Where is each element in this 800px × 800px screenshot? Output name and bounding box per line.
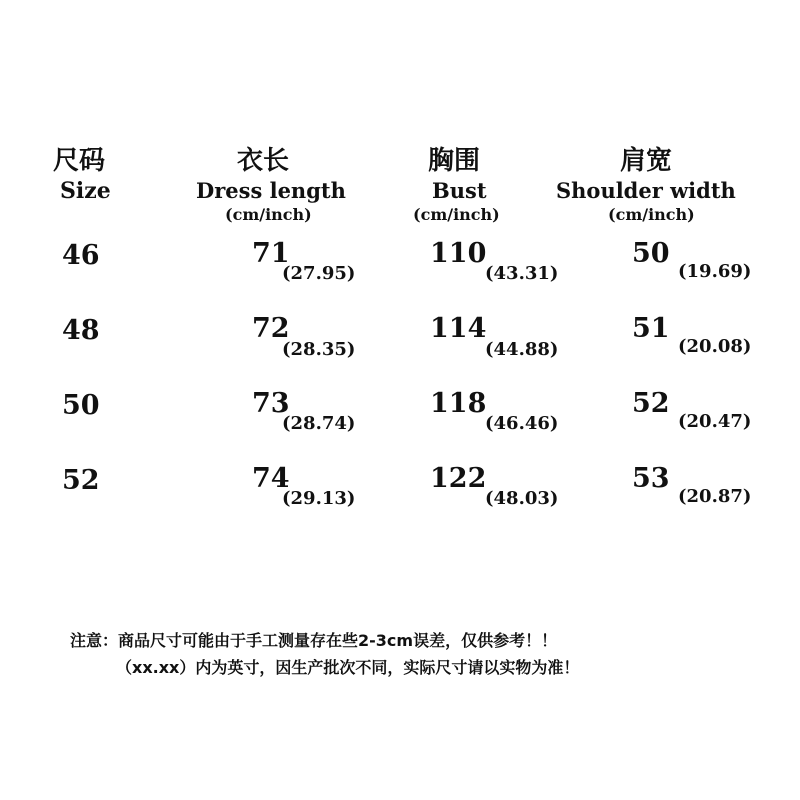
row-2-bust-inch: (44.88) <box>485 339 559 360</box>
row-1-length-cm: 71 <box>252 238 290 269</box>
row-2-length-inch: (28.35) <box>282 339 356 360</box>
row-4-bust-inch: (48.03) <box>485 488 559 509</box>
row-3-bust-cm: 118 <box>430 388 487 419</box>
row-2-shoulder-inch: (20.08) <box>678 336 752 357</box>
header-bust-unit: (cm/inch) <box>413 205 500 224</box>
row-3-length-inch: (28.74) <box>282 413 356 434</box>
header-length-zh: 衣长 <box>237 146 290 176</box>
note-line-2: （xx.xx）内为英寸，因生产批次不同，实际尺寸请以实物为准！ <box>116 658 580 677</box>
header-shoulder-zh: 肩宽 <box>620 146 673 176</box>
header-size-en: Size <box>60 178 111 204</box>
row-1-bust-cm: 110 <box>430 238 487 269</box>
row-2-bust-cm: 114 <box>430 313 487 344</box>
row-4-bust-cm: 122 <box>430 463 487 494</box>
header-size-zh: 尺码 <box>53 146 106 176</box>
row-1-bust-inch: (43.31) <box>485 263 559 284</box>
header-shoulder-unit: (cm/inch) <box>608 205 695 224</box>
row-1-size: 46 <box>62 240 100 271</box>
row-3-length-cm: 73 <box>252 388 290 419</box>
row-1-shoulder-inch: (19.69) <box>678 261 752 282</box>
row-4-shoulder-inch: (20.87) <box>678 486 752 507</box>
header-bust-en: Bust <box>432 178 487 203</box>
note-line-1: 注意：商品尺寸可能由于手工测量存在些2-3cm误差，仅供参考！！ <box>70 631 558 650</box>
row-1-shoulder-cm: 50 <box>632 238 670 269</box>
row-1-length-inch: (27.95) <box>282 263 356 284</box>
row-3-shoulder-cm: 52 <box>632 388 670 419</box>
header-length-unit: (cm/inch) <box>225 205 312 224</box>
row-4-size: 52 <box>62 465 100 496</box>
row-3-size: 50 <box>62 390 100 421</box>
row-2-size: 48 <box>62 315 100 346</box>
header-shoulder-en: Shoulder width <box>556 178 736 203</box>
row-3-shoulder-inch: (20.47) <box>678 411 752 432</box>
header-bust-zh: 胸围 <box>428 146 481 176</box>
row-4-length-inch: (29.13) <box>282 488 356 509</box>
row-4-shoulder-cm: 53 <box>632 463 670 494</box>
row-2-length-cm: 72 <box>252 313 290 344</box>
row-3-bust-inch: (46.46) <box>485 413 559 434</box>
row-4-length-cm: 74 <box>252 463 290 494</box>
header-length-en: Dress length <box>196 178 346 203</box>
row-2-shoulder-cm: 51 <box>632 313 670 344</box>
